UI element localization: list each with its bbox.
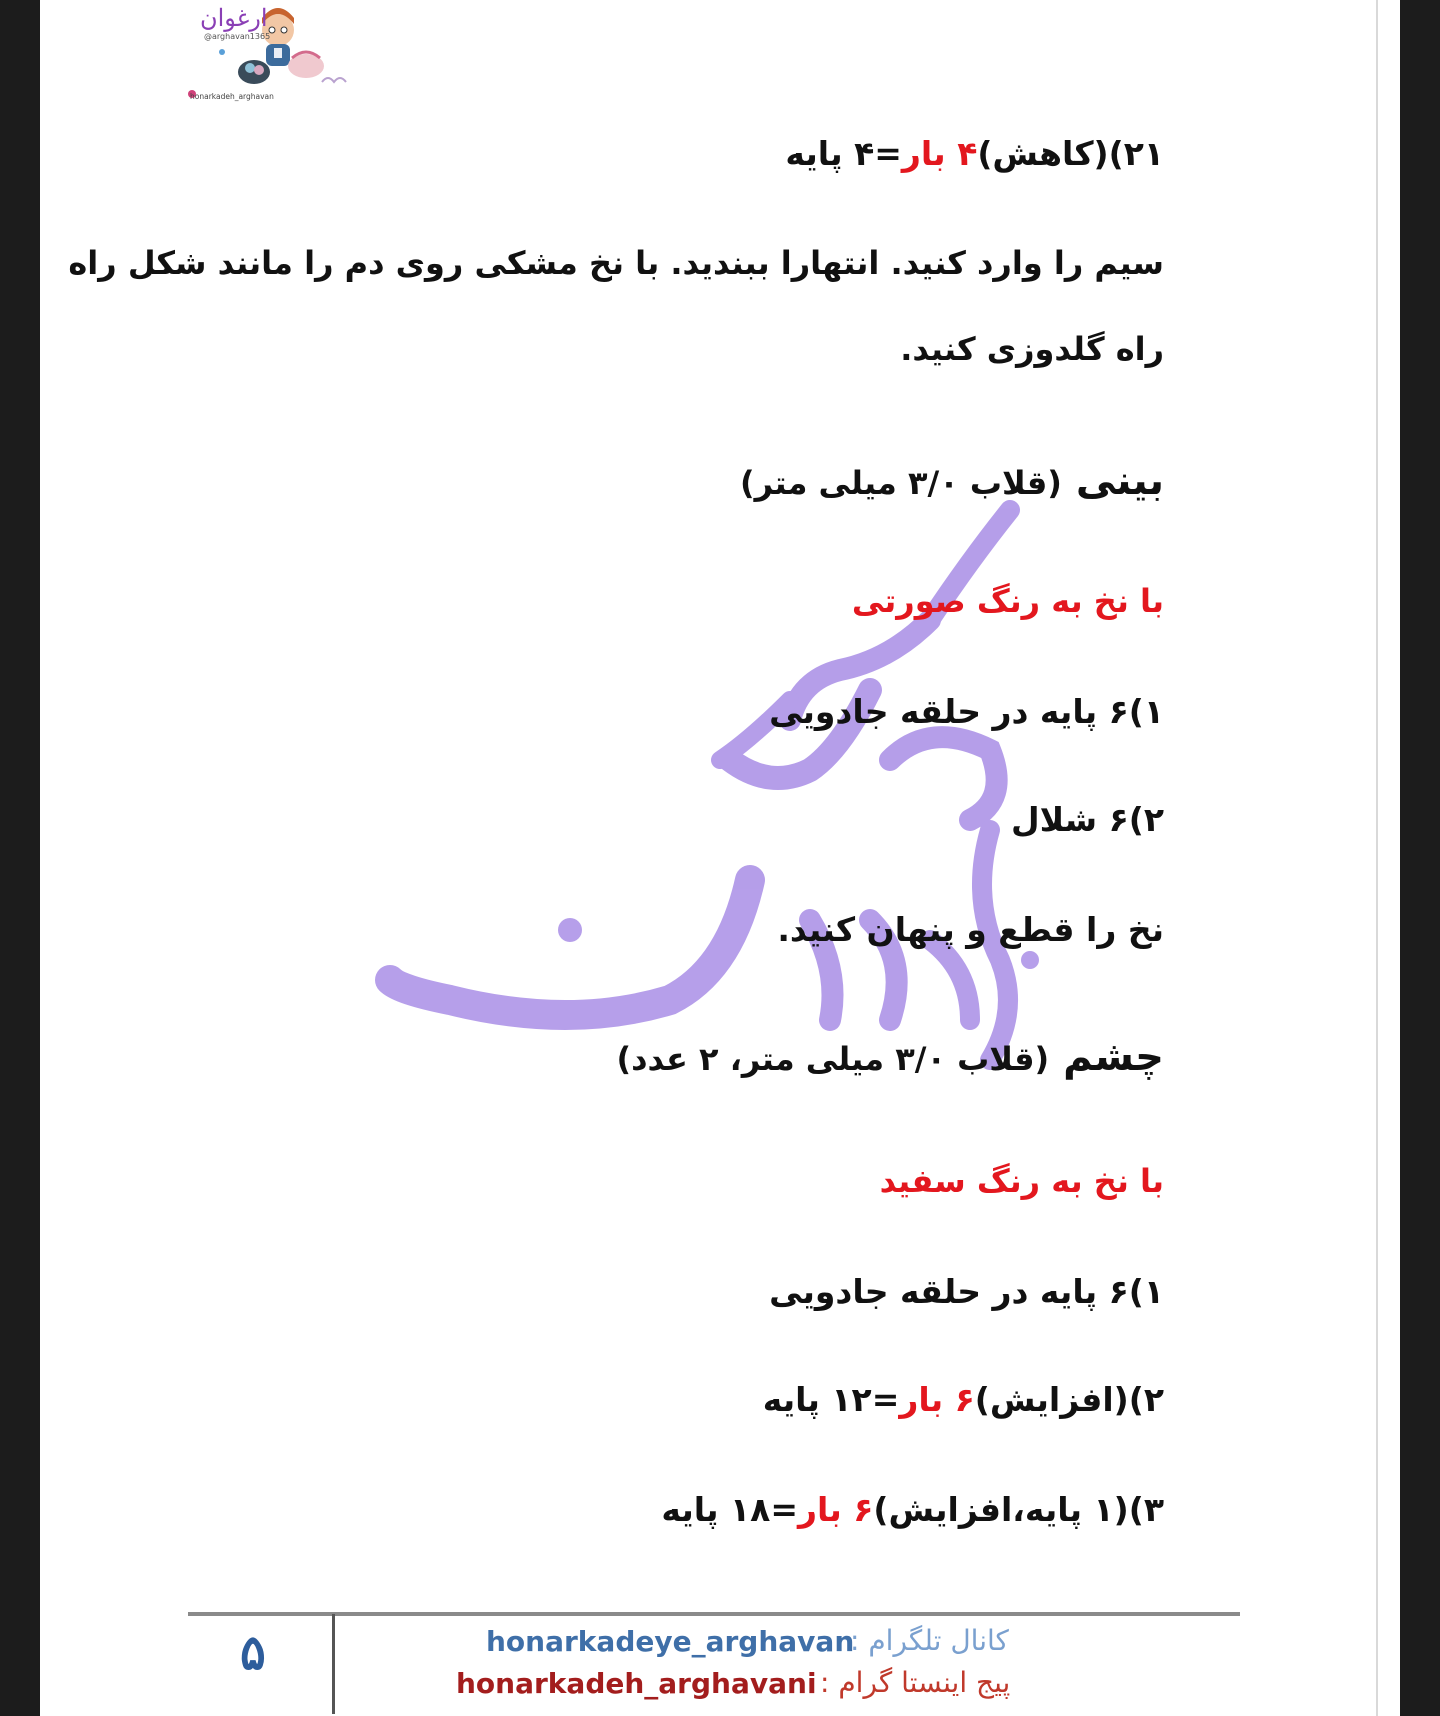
eye-row-3 [661, 1490, 1164, 1529]
eye-hook-size: (قلاب ۳/۰ میلی متر، ۲ عدد) [616, 1040, 1050, 1078]
nose-heading [740, 458, 1164, 504]
logo-handle: @arghavan1365 [204, 32, 271, 41]
eye-row-2-prefix: ۲)(افزایش) [974, 1380, 1164, 1419]
row-21-repeat: ۴ بار [901, 134, 978, 173]
nose-row-1: ۱)۶ پایه در حلقه جادویی [769, 692, 1164, 731]
nose-yarn-color: با نخ به رنگ صورتی [851, 582, 1164, 620]
eye-row-1: ۱)۶ پایه در حلقه جادویی [769, 1272, 1164, 1311]
row-21 [785, 134, 1164, 173]
nose-row-2: ۲)۶ شلال [1010, 800, 1164, 839]
page-edge [1376, 0, 1378, 1716]
brand-logo [182, 0, 372, 110]
eye-title: چشم [1063, 1034, 1164, 1080]
logo-instagram: honarkadeh_arghavan [190, 92, 274, 101]
instruction-paragraph-line-2: راه گلدوزی کنید. [900, 330, 1164, 368]
logo-name: ارغوان [200, 4, 268, 32]
instagram-label: پیج اینستا گرام : [820, 1666, 1011, 1699]
instruction-paragraph-line-1: سیم را وارد کنید. انتهارا ببندید. با نخ مشکی روی دم را مانند شکل راه [68, 244, 1164, 282]
nose-title: بینی [1075, 458, 1164, 504]
eye-row-3-prefix: ۳)(۱ پایه،افزایش) [873, 1490, 1164, 1529]
eye-row-2-suffix: =۱۲ پایه [762, 1380, 900, 1419]
nose-finish: نخ را قطع و پنهان کنید. [777, 910, 1164, 949]
row-21-prefix: ۲۱)(کاهش) [977, 134, 1164, 173]
eye-row-2-repeat: ۶ بار [899, 1380, 975, 1419]
eye-row-3-repeat: ۶ بار [797, 1490, 874, 1529]
row-21-suffix: =۴ پایه [785, 134, 902, 173]
eye-yarn-color: با نخ به رنگ سفید [879, 1162, 1164, 1200]
eye-row-2 [763, 1380, 1164, 1419]
right-frame-border [1400, 0, 1440, 1716]
telegram-label: کانال تلگرام : [850, 1624, 1009, 1657]
instagram-handle[interactable]: honarkadeh_arghavani [456, 1667, 817, 1700]
document-page [40, 0, 1400, 1716]
footer-rule [188, 1612, 1240, 1616]
nose-hook-size: (قلاب ۳/۰ میلی متر) [739, 464, 1062, 502]
page-number: ۵ [240, 1625, 266, 1681]
left-frame-border [0, 0, 40, 1716]
telegram-handle[interactable]: honarkadeye_arghavan [486, 1625, 855, 1658]
eye-heading [617, 1034, 1165, 1080]
eye-row-3-suffix: =۱۸ پایه [661, 1490, 798, 1529]
footer-divider [332, 1614, 335, 1714]
